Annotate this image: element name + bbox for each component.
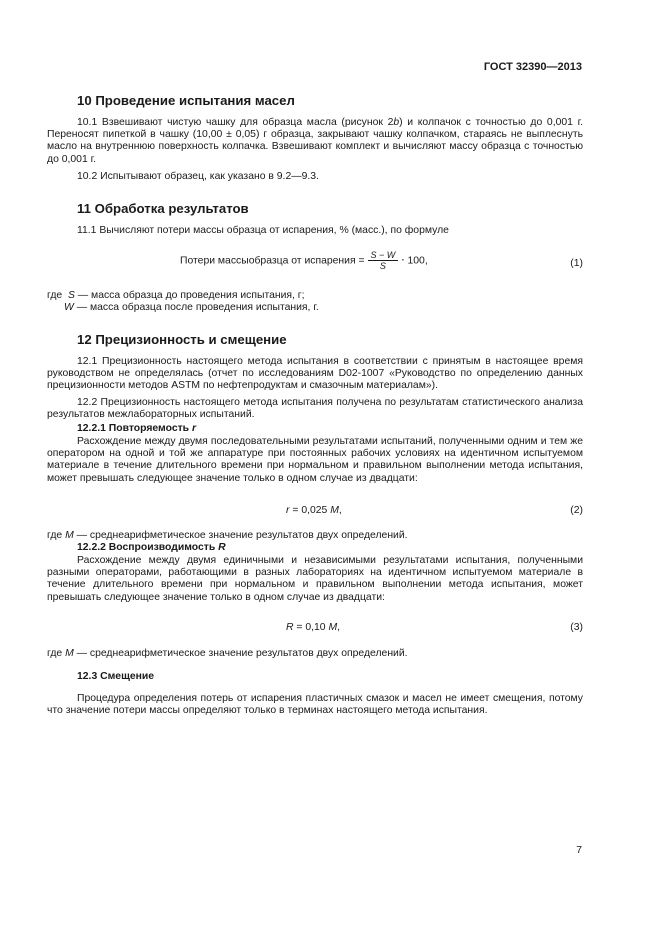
page-number: 7 [576, 845, 582, 856]
where-w: W — масса образца после проведения испытания, г. [64, 302, 319, 313]
doc-code: ГОСТ 32390—2013 [483, 61, 582, 73]
formula-1-number: (1) [570, 258, 583, 269]
subsection-12-3-heading: 12.3 Смещение [77, 671, 155, 682]
paragraph-11-1: 11.1 Вычисляют потери массы образца от испарения, % (масс.), по формуле [77, 225, 449, 236]
section-11-heading: 11 Обработка результатов [77, 201, 249, 216]
where-m-2: где M — среднеарифметическое значение результатов двух определений. [47, 530, 408, 541]
where-s: где S — масса образца до проведения испытания, г; [47, 290, 305, 301]
section-10-heading: 10 Проведение испытания масел [77, 93, 295, 108]
formula-2: r = 0,025 M, [286, 505, 342, 516]
paragraph-10-1: 10.1 Взвешивают чистую чашку для образца масла (рисунок 2b) и колпачок с точностью до 0,001 г. Переносят пипеткой в чашку (10,00 ± 0,05) г образца, закрывают чашку колпачком, стараясь не выплеснуть масло на внутреннюю поверхность колпачка. Взвешивают комплект и вычисляют массу образца с точностью до 0,001 г. [47, 117, 583, 165]
formula-3-number: (3) [570, 622, 583, 633]
formula-2-number: (2) [570, 505, 583, 516]
subsection-12-2-1-heading: 12.2.1 Повторяемость r [77, 423, 197, 434]
formula-1: Потери массыобразца от испарения = $\frac{S - W}{S}$ ⋅ 100, [180, 250, 428, 271]
formula-fraction: $\frac{S - W}{S}$ [368, 250, 399, 271]
paragraph-12-2-1: Расхождение между двумя последовательными результатами испытаний, полученными одним и тем же оператором на одной и той же аппаратуре при постоянных рабочих условиях на идентичном испытуемом материале в течение длительного времени при нормальном и правильном выполнении метода испытания, может превышать следующее значение только в одном случае из двадцати: [47, 436, 583, 484]
section-12-heading: 12 Прецизионность и смещение [77, 332, 287, 347]
subsection-12-2-2-heading: 12.2.2 Воспроизводимость R [77, 542, 226, 553]
paragraph-12-2-2: Расхождение между двумя единичными и независимыми результатами испытания, полученными разными операторами, работающими в разных лабораториях на идентичном испытуемом материале в течение длительного времени при нормальном и правильном выполнении метода испытания, может превышать следующее значение только в одном случае из двадцати: [47, 555, 583, 603]
paragraph-12-1: 12.1 Прецизионность настоящего метода испытания в соответствии с принятым в настоящее время руководством не определялась (отчет по исследованиям D02-1007 «Руководство по определению данных прецизионности методов ASTM по нефтепродуктам и смазочным материалам»). [47, 356, 583, 392]
paragraph-12-2: 12.2 Прецизионность настоящего метода испытания получена по результатам статистического анализа результатов межлабораторных испытаний. [47, 397, 583, 421]
where-m-3: где M — среднеарифметическое значение результатов двух определений. [47, 648, 408, 659]
paragraph-12-3: Процедура определения потерь от испарения пластичных смазок и масел не имеет смещения, потому что значение потери массы определяют только в терминах настоящего метода испытания. [47, 693, 583, 717]
paragraph-10-2: 10.2 Испытывают образец, как указано в 9.2—9.3. [77, 171, 319, 182]
formula-3: R = 0,10 M, [286, 622, 341, 633]
